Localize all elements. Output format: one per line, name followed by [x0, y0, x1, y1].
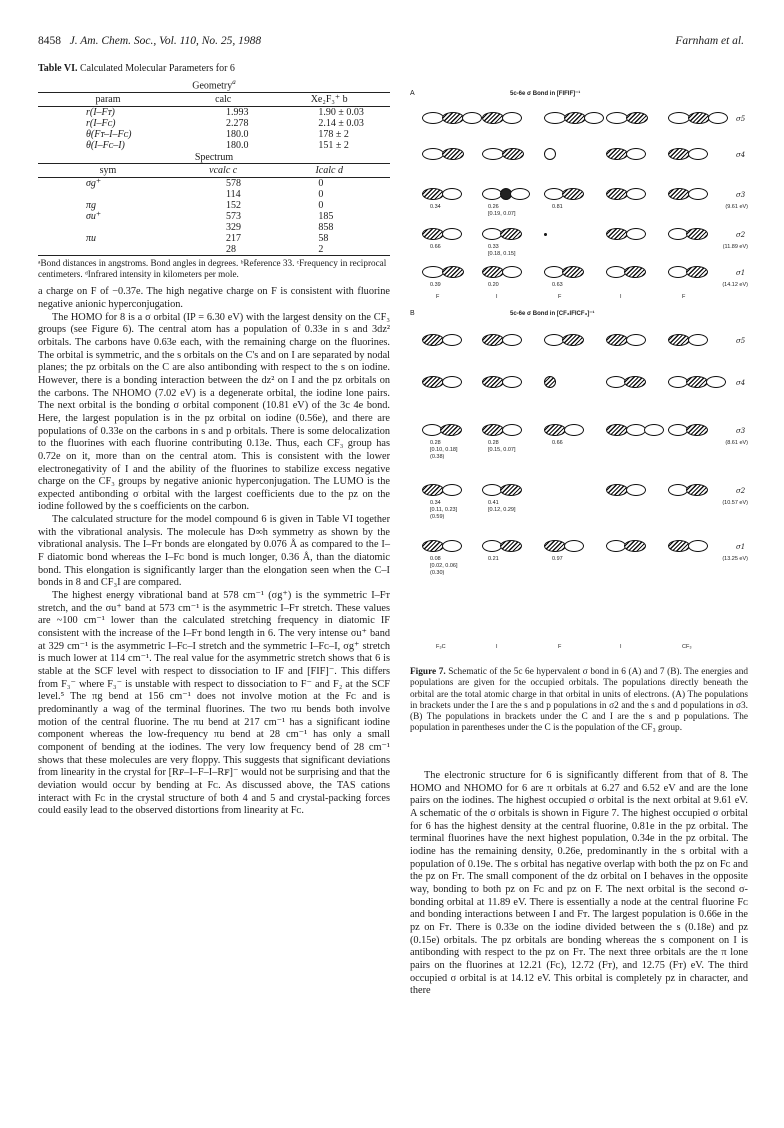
orbital-lobe — [544, 233, 547, 236]
body-paragraph: The electronic structure for 6 is significantly different from that of 8. The HOMO and NHOMO for 6 are π orbitals at 6.27 and 6.52 eV and are the lone pairs on the iodines. The highest occupied σ orbital is the next orbital at 9.61 eV. A schematic of the σ orbitals is shown in Figure 7. The highest occupied σ orbital for 6 has the highest density at the central fluorine, 0.81e in the pz orbital. The terminal fluorines have the next highest population, 0.34e in the pz orbital. The iodine has the remaining density, 0.26e, predominantly in the s orbital with a population of 0.19e. The s orbital has negative overlap with both the pz on Fᴄ and the pz on Fᴛ. The small component of the dz orbital on I behaves in the opposite way, bonding to both pz on Fᴄ and pz on F. The next orbital is the second σ-bonding orbital at 11.89 eV. There is essentially a node at the central fluorine Fᴄ and bonding interactions between I and Fᴛ. The largest population is 0.66e in the pz on Fᴛ. There is 0.33e on the iodine divided between the s (0.18e) and pz (0.15e) orbitals. The pz orbitals are bonding whereas the s component on I is antibonding with respect to the pz on Fᴛ. The next three orbitals are the π lone pairs on the fluorines at 12.21 (Fᴄ), 12.72 (Fᴛ), and 12.75 (Fᴛ) eV. The third occupied σ orbital is at 14.12 eV. This orbital is completely pz in character, and there — [410, 770, 748, 997]
panel-letter: B — [410, 310, 415, 317]
orbital-lobe — [422, 228, 444, 240]
orbital-lobe — [606, 334, 628, 346]
table-row — [38, 233, 390, 244]
orbital-label: σ3 — [736, 191, 746, 199]
orbital-lobe — [562, 334, 584, 346]
table-row — [38, 178, 390, 190]
table-cell: 2.14 ± 0.03 — [318, 118, 364, 130]
orbital-lobe — [442, 376, 462, 388]
orbital-lobe — [502, 266, 522, 278]
orbital-lobe — [442, 484, 462, 496]
orbital-lobe — [706, 376, 726, 388]
table-header-cell: νcalc c — [178, 164, 268, 178]
orbital-lobe — [482, 540, 502, 552]
orbital-lobe — [462, 112, 482, 124]
panel-title: 5c-6e σ Bond in [CF₃IFICF₃]⁻¹ — [510, 311, 595, 317]
population-value: 0.26 [0.19, 0.07] — [488, 204, 516, 217]
table-cell — [38, 244, 178, 256]
orbital-lobe — [564, 112, 586, 124]
body-paragraph: The HOMO for 8 is a σ orbital (IP = 6.30 eV) with the largest density on the CF₃ groups (see Figure 6). The central atom has a population of 0.33e in s and 3dz² orbitals. The carbons have 0.63e each, with the remaining charge on the fluorines. The orbital is symmetric, and the s orbitals on the C's and on I are separated by nodal planes; the pz orbitals on the C are also antibonding with respect to the s on iodine. However, there is a bonding interaction between the dz² on I and the pz orbitals on the carbons. The NHOMO (7.02 eV) is a degenerate orbital, the iodine lone pairs. The next orbital is the bonding σ orbital component (10.81 eV) of the 3c 4e bond. Here, the largest population is in the pz orbital on iodine (0.56e), and there are populations of 0.33e on the carbons in s and p orbitals. There is some delocalization to the fluorines with each fluorine contributing 0.13e. Thus, each CF₃ group has 0.72e on it, more than on the central atom. This is consistent with the lower electronegativity of I and the ability of the fluorines to stabilize excess negative charge on the CF₃ groups by negative anionic hyperconjugation. The LUMO is the expected antibonding σ orbital with the largest coefficients due to the pz on the iodine followed by the s coefficients on the carbon. — [38, 311, 390, 513]
orbital-lobe — [502, 424, 522, 436]
table-row — [38, 140, 390, 151]
population-value: 0.08 [0.02, 0.06] (0.30) — [430, 556, 458, 576]
table-row — [38, 211, 390, 222]
table-row — [38, 189, 390, 200]
orbital-lobe — [606, 228, 628, 240]
table-cell: 2.278 — [226, 118, 249, 130]
atom-label: I — [496, 644, 498, 650]
orbital-lobe — [688, 334, 708, 346]
orbital-lobe — [624, 266, 646, 278]
orbital-lobe — [668, 112, 690, 124]
figure-caption: Figure 7. Schematic of the 5c 6e hypervalent σ bond in 6 (A) and 7 (B). The energies and populations are given for the occupied orbitals. The populations directly beneath the orbital are the total atomic charge in that orbital in units of electrons. (A) The populations in brackets under the I are the s and p populations in σ2 and the s and d populations in σ3. (B) The populations in brackets under the C and I are the s and p populations. The population in parentheses under the C is the population of the CF₃ group. — [410, 667, 749, 734]
orbital-lobe — [544, 266, 564, 278]
panel-letter: A — [410, 90, 415, 97]
table-header-cell: Xe₂F₃⁺ b — [268, 93, 390, 107]
orbital-lobe — [544, 148, 556, 160]
population-value: 0.97 — [552, 556, 563, 562]
table-row — [38, 222, 390, 233]
journal-citation: J. Am. Chem. Soc., Vol. 110, No. 25, 1988 — [69, 35, 262, 47]
population-value: 0.28 [0.15, 0.07] — [488, 440, 516, 453]
orbital-lobe — [668, 228, 688, 240]
atom-label: F — [558, 644, 562, 650]
table-cell: 1.90 ± 0.03 — [318, 107, 364, 119]
orbital-energy: (8.61 eV) — [725, 440, 748, 446]
orbital-energy: (10.57 eV) — [722, 500, 748, 506]
table-cell: 28 — [178, 244, 268, 256]
orbital-lobe — [442, 334, 462, 346]
panel-title: 5c-6e σ Bond in [FIFIF]⁻¹ — [510, 91, 581, 97]
orbital-lobe — [584, 112, 604, 124]
orbital-lobe — [688, 540, 708, 552]
orbital-lobe — [626, 112, 648, 124]
population-value: 0.21 — [488, 556, 499, 562]
table-cell: 858 — [318, 222, 334, 234]
orbital-label: σ4 — [736, 379, 746, 387]
population-value: 0.34 — [430, 204, 441, 210]
orbital-energy: (13.25 eV) — [722, 556, 748, 562]
table-cell: 0 — [318, 189, 324, 201]
table-row — [38, 200, 390, 211]
table-cell: 0 — [318, 178, 324, 190]
orbital-lobe — [606, 376, 626, 388]
left-column — [38, 63, 390, 818]
orbital-lobe — [442, 148, 464, 160]
orbital-lobe — [626, 424, 646, 436]
population-value: 0.66 — [430, 244, 441, 250]
table-header-cell: Icalc d — [268, 164, 390, 178]
orbital-lobe — [688, 188, 708, 200]
orbital-energy: (9.61 eV) — [725, 204, 748, 210]
orbital-lobe — [606, 112, 628, 124]
table-footnotes: ᵃBond distances in angstroms. Bond angles in degrees. ᵇReference 33. ᶜFrequency in reciprocal centimeters. ᵈInfrared intensity in kilometers per mole. — [38, 258, 387, 280]
orbital-lobe — [510, 188, 530, 200]
orbital-label: σ2 — [736, 231, 746, 239]
orbital-lobe — [544, 540, 566, 552]
orbital-lobe — [422, 424, 442, 436]
orbital-lobe — [626, 228, 646, 240]
orbital-lobe — [442, 112, 464, 124]
table-header-cell: sym — [38, 164, 178, 178]
orbital-label: σ4 — [736, 151, 746, 159]
orbital-lobe — [544, 188, 564, 200]
population-value: 0.66 — [552, 440, 563, 446]
population-value: 0.20 — [488, 282, 499, 288]
orbital-lobe — [626, 484, 646, 496]
orbital-lobe — [626, 334, 646, 346]
orbital-label: σ5 — [736, 337, 746, 345]
population-value: 0.41 [0.12, 0.29] — [488, 500, 516, 513]
table-cell: πg — [86, 200, 97, 212]
table-cell: 329 — [226, 222, 241, 234]
orbital-lobe — [606, 188, 628, 200]
table-header-cell: calc — [178, 93, 268, 107]
orbital-lobe — [422, 484, 444, 496]
orbital-lobe — [422, 376, 444, 388]
orbital-lobe — [422, 334, 444, 346]
table-spectrum-label: Spectrum — [194, 152, 234, 164]
body-paragraph: The highest energy vibrational band at 578 cm⁻¹ (σg⁺) is the symmetric I–Fᴛ stretch, and the σu⁺ band at 573 cm⁻¹ is the asymmetric I–Fᴛ stretch. These values are ~100 cm⁻¹ lower than the calculated stretching frequency in diatomic IF consistent with the increase of the I–Fᴛ bond length in 6. The very intense σu⁺ band at 329 cm⁻¹ is the asymmetric I–Fᴄ–I stretch and the symmetric I–Fᴄ–I, σg⁺ stretch is much lower at 114 cm⁻¹. The real value for the asymmetric stretch shows that 6 is stable at the SCF level with respect to dissociation to IF and [FIF]⁻. This differs from F₃⁻ where F₃⁻ is unstable with respect to dissociation to F⁻ and F₂ at the SCF level.⁵ The πg bend at 156 cm⁻¹ does not involve motion at the Fᴄ and is predominantly a wag of the terminal fluorines. The two πu bends both involve motion of the central fluorine. The πu bend at 217 cm⁻¹ has a significant iodine component whereas the low-frequency πu bend at 28 cm⁻¹ has only a small component of bending at the iodines. The very low frequency bend of 28 cm⁻¹ shows that these molecules are very floppy. This suggests that significant deviations from linearity in the crystal for [Rꜰ–I–F–I–Rꜰ]⁻ would not be surprising and that the deviation would occur by bending at Fᴄ. As discussed above, the TAS cations interact with Fᴄ in the crystal structure of both 4 and 5 and crystal-packing forces could easily lead to the observed distortions from linearity at Fᴄ. — [38, 590, 390, 817]
population-value: 0.63 — [552, 282, 563, 288]
orbital-lobe — [544, 376, 556, 388]
orbital-lobe — [644, 424, 664, 436]
table-cell: 180.0 — [226, 140, 249, 152]
orbital-label: σ5 — [736, 115, 746, 123]
orbital-lobe — [564, 540, 584, 552]
orbital-energy: (14.12 eV) — [722, 282, 748, 288]
orbital-lobe — [482, 148, 504, 160]
orbital-lobe — [502, 334, 522, 346]
orbital-lobe — [482, 266, 504, 278]
orbital-lobe — [686, 424, 708, 436]
table-vi — [38, 92, 390, 256]
body-paragraph: The calculated structure for the model compound 6 is given in Table VI together with the vibrational analysis. The molecule has D∞h symmetry as shown by the vibrational analysis. The I–Fᴛ bonds are elongated by 0.076 Å as compared to the I–F diatomic bond whereas the I–Fᴄ bond is much longer, 0.36 Å, than the diatomic bond. This elongation is significantly larger than the elongation seen when the C–I bonds in 8 and CF₃I are compared. — [38, 514, 390, 589]
orbital-lobe — [422, 266, 444, 278]
figure-panel-b — [410, 308, 748, 658]
orbital-lobe — [668, 188, 690, 200]
orbital-lobe — [606, 266, 626, 278]
orbital-lobe — [626, 148, 646, 160]
table-cell: 151 ± 2 — [318, 140, 349, 152]
table-row — [38, 118, 390, 129]
orbital-lobe — [482, 484, 502, 496]
orbital-lobe — [422, 540, 444, 552]
orbital-lobe — [482, 112, 504, 124]
orbital-lobe — [440, 424, 462, 436]
orbital-lobe — [624, 376, 646, 388]
orbital-lobe — [606, 424, 628, 436]
table-cell — [38, 222, 178, 233]
figure-panel-a — [410, 88, 748, 308]
table-cell: 217 — [226, 233, 241, 245]
orbital-lobe — [606, 484, 628, 496]
table-cell: r(I–Fᴛ) — [86, 107, 115, 119]
orbital-lobe — [422, 148, 444, 160]
orbital-lobe — [686, 228, 708, 240]
orbital-label: σ2 — [736, 487, 746, 495]
orbital-lobe — [668, 376, 688, 388]
orbital-lobe — [668, 334, 690, 346]
orbital-lobe — [502, 376, 522, 388]
running-header-authors: Farnham et al. — [675, 35, 744, 47]
population-value: 0.39 — [430, 282, 441, 288]
orbital-lobe — [442, 188, 462, 200]
table-title: Table VI. Calculated Molecular Parameters for 6 — [38, 63, 235, 74]
orbital-lobe — [626, 188, 646, 200]
orbital-lobe — [668, 484, 688, 496]
atom-label: F — [558, 294, 562, 300]
orbital-lobe — [668, 148, 690, 160]
right-body-text — [410, 770, 748, 998]
orbital-lobe — [482, 228, 502, 240]
orbital-lobe — [544, 334, 564, 346]
orbital-lobe — [482, 376, 504, 388]
atom-label: F — [682, 294, 686, 300]
table-cell: σu⁺ — [86, 211, 102, 223]
table-cell: θ(I–Fᴄ–I) — [86, 140, 125, 152]
table-cell: 185 — [318, 211, 334, 223]
population-value: 0.81 — [552, 204, 563, 210]
population-value: 0.28 [0.10, 0.18] (0.38) — [430, 440, 458, 460]
orbital-lobe — [482, 188, 502, 200]
orbital-lobe — [686, 376, 708, 388]
page-number: 8458 — [38, 35, 61, 47]
table-row — [38, 107, 390, 119]
atom-label: F — [436, 294, 440, 300]
orbital-lobe — [502, 148, 524, 160]
orbital-lobe — [544, 112, 566, 124]
orbital-lobe — [606, 148, 628, 160]
atom-label: F₃C — [436, 644, 446, 650]
orbital-lobe — [564, 424, 584, 436]
running-header-left — [38, 35, 261, 47]
orbital-lobe — [686, 484, 708, 496]
orbital-lobe — [562, 188, 584, 200]
table-cell: 2 — [268, 244, 390, 256]
table-cell: πu — [86, 233, 97, 245]
orbital-label: σ1 — [736, 269, 746, 277]
orbital-lobe — [442, 266, 464, 278]
table-cell: 152 — [226, 200, 241, 212]
table-cell: 578 — [226, 178, 241, 190]
table-cell: σg⁺ — [86, 178, 102, 190]
orbital-lobe — [442, 228, 462, 240]
table-cell: 1.993 — [226, 107, 249, 119]
population-value: 0.33 [0.18, 0.15] — [488, 244, 516, 257]
table-row — [38, 244, 390, 256]
atom-label: CF₃ — [682, 644, 692, 650]
orbital-label: σ3 — [736, 427, 746, 435]
atom-label: I — [620, 644, 622, 650]
orbital-lobe — [624, 540, 646, 552]
orbital-lobe — [500, 540, 522, 552]
orbital-lobe — [482, 424, 504, 436]
orbital-lobe — [562, 266, 584, 278]
table-cell — [38, 189, 178, 200]
table-geometry-label: Geometry$^a$ — [192, 78, 236, 92]
orbital-lobe — [708, 112, 728, 124]
orbital-lobe — [544, 424, 566, 436]
orbital-energy: (11.89 eV) — [722, 244, 748, 250]
table-header-cell: param — [38, 93, 178, 107]
orbital-lobe — [688, 112, 710, 124]
orbital-lobe — [668, 540, 690, 552]
figure-7 — [410, 88, 748, 658]
orbital-lobe — [500, 228, 522, 240]
table-cell: r(I–Fᴄ) — [86, 118, 116, 130]
orbital-lobe — [422, 112, 444, 124]
orbital-lobe — [668, 424, 688, 436]
orbital-lobe — [606, 540, 626, 552]
orbital-lobe — [668, 266, 688, 278]
orbital-lobe — [482, 334, 504, 346]
orbital-lobe — [688, 148, 708, 160]
table-cell: 573 — [226, 211, 241, 223]
body-paragraph: a charge on F of −0.37e. The high negative charge on F is consistent with fluorine negative anionic hyperconjugation. — [38, 286, 390, 310]
orbital-lobe — [442, 540, 462, 552]
atom-label: I — [496, 294, 498, 300]
orbital-lobe — [686, 266, 708, 278]
population-value: 0.34 [0.11, 0.23] (0.59) — [430, 500, 458, 520]
table-cell: 0 — [318, 200, 324, 212]
left-body-text — [38, 286, 390, 818]
orbital-lobe — [422, 188, 444, 200]
atom-label: I — [620, 294, 622, 300]
orbital-lobe — [502, 112, 522, 124]
orbital-label: σ1 — [736, 543, 746, 551]
orbital-lobe — [500, 484, 522, 496]
table-cell: 58 — [318, 233, 329, 245]
table-cell: 180.0 — [226, 129, 249, 141]
table-cell: 114 — [226, 189, 241, 201]
table-cell: θ(Fᴛ–I–Fᴄ) — [86, 129, 132, 141]
table-cell: 178 ± 2 — [318, 129, 349, 141]
table-row — [38, 129, 390, 140]
